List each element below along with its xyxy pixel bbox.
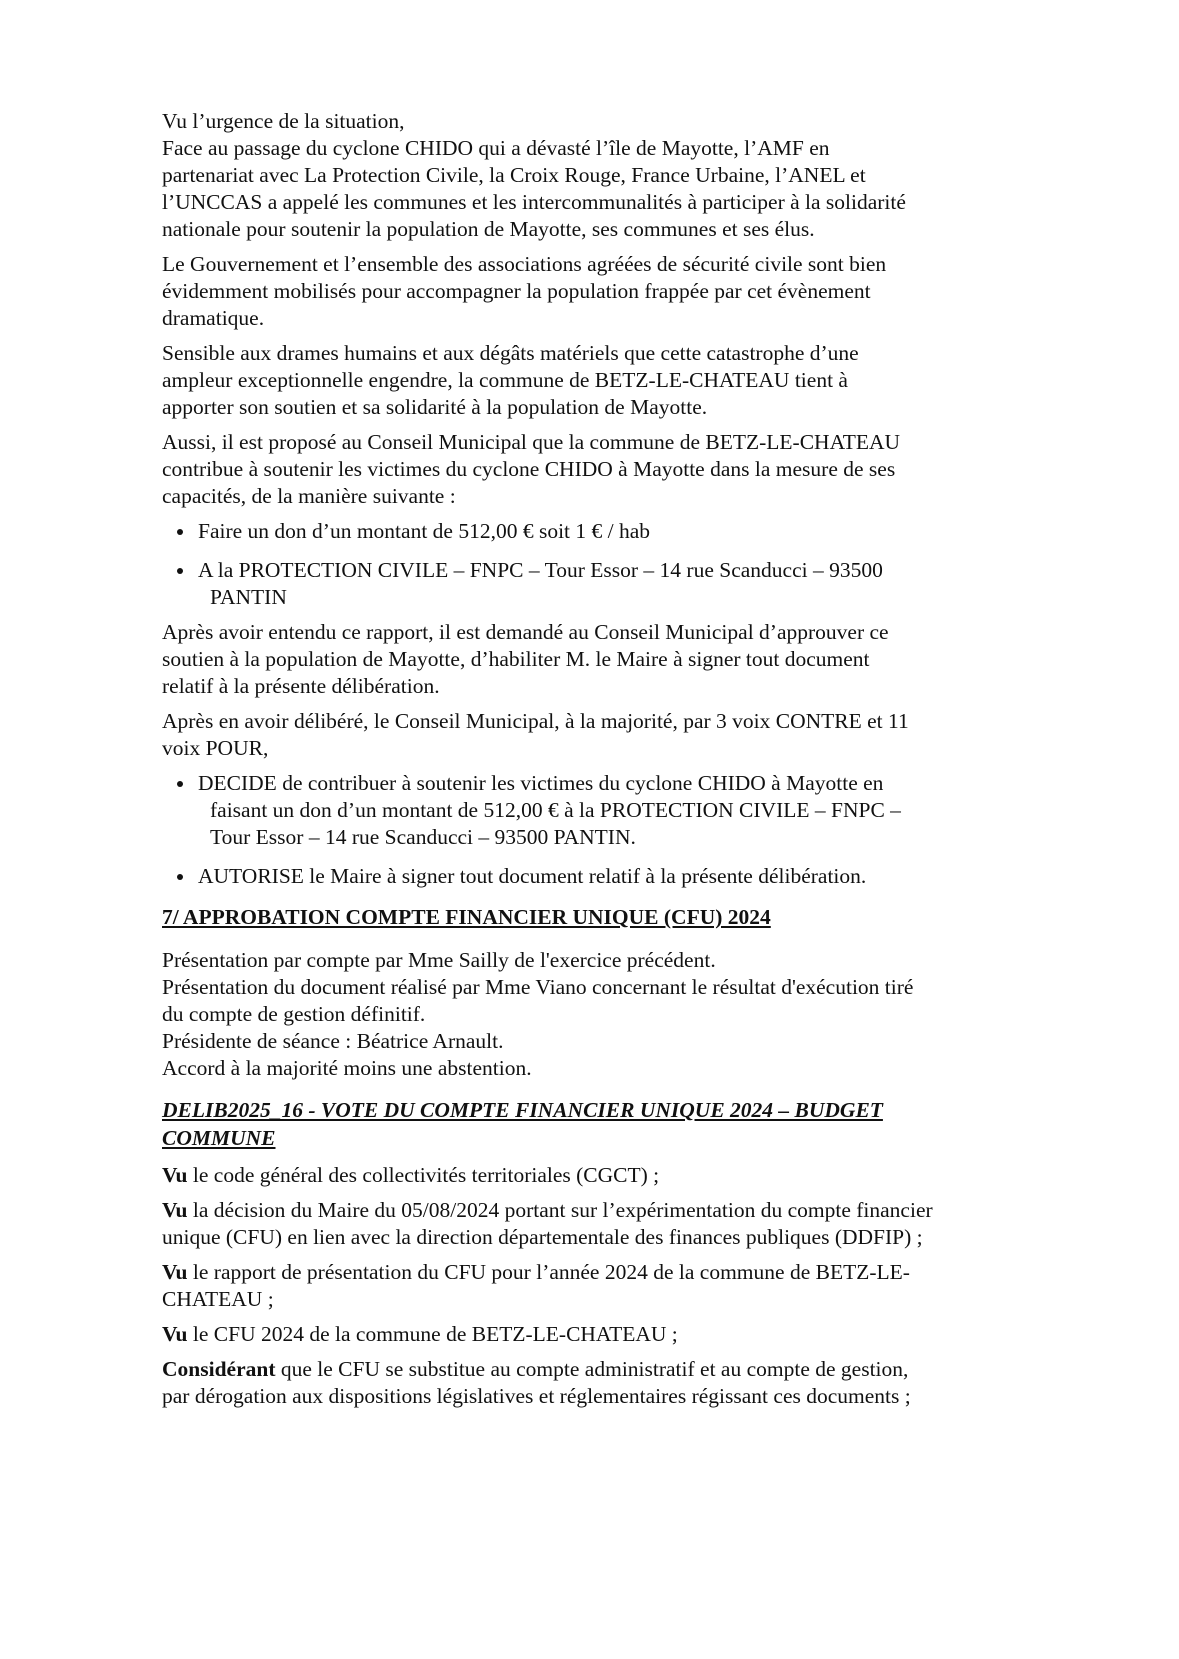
delib-heading: DELIB2025_16 - VOTE DU COMPTE FINANCIER UNIQUE 2024 – BUDGET COMMUNE [162, 1098, 883, 1150]
paragraph-presentation: Présentation par compte par Mme Sailly de l'exercice précédent. Présentation du document réalisé par Mme Viano concernant le résultat d'exécution tiré du compte de gestion définitif. Présidente de séance : Béatrice Arnault. Accord à la majorité moins une abstention. [162, 948, 914, 1080]
list-item: AUTORISE le Maire à signer tout document relatif à la présente délibération. [198, 863, 1022, 890]
list-item: Faire un don d’un montant de 512,00 € soit 1 € / hab [198, 518, 1022, 545]
vu-item: Vu le rapport de présentation du CFU pour l’année 2024 de la commune de BETZ-LE- CHATEAU ; [162, 1260, 910, 1311]
proposal-list [162, 518, 1022, 611]
vu-item: Vu le CFU 2024 de la commune de BETZ-LE-CHATEAU ; [162, 1322, 678, 1346]
paragraph-rapport: Après avoir entendu ce rapport, il est demandé au Conseil Municipal d’approuver ce soutien à la population de Mayotte, d’habiliter M. le Maire à signer tout document relatif à la présente délibération. [162, 620, 889, 698]
list-item: DECIDE de contribuer à soutenir les victimes du cyclone CHIDO à Mayotte en faisant un don d’un montant de 512,00 € à la PROTECTION CIVILE – FNPC – Tour Essor – 14 rue Scanducci – 93500 PANTIN. [198, 770, 1022, 851]
paragraph-vote: Après en avoir délibéré, le Conseil Municipal, à la majorité, par 3 voix CONTRE et 11 voix POUR, [162, 709, 909, 760]
paragraph-sensible: Sensible aux drames humains et aux dégâts matériels que cette catastrophe d’une ampleur exceptionnelle engendre, la commune de BETZ-LE-CHATEAU tient à apporter son soutien et sa solidarité à la population de Mayotte. [162, 341, 859, 419]
decision-list [162, 770, 1022, 890]
section-heading: 7/ APPROBATION COMPTE FINANCIER UNIQUE (CFU) 2024 [162, 905, 771, 929]
document-page [162, 108, 1022, 1418]
vu-item: Vu le code général des collectivités territoriales (CGCT) ; [162, 1163, 660, 1187]
list-item: A la PROTECTION CIVILE – FNPC – Tour Essor – 14 rue Scanducci – 93500 PANTIN [198, 557, 1022, 611]
vu-item: Vu la décision du Maire du 05/08/2024 portant sur l’expérimentation du compte financier unique (CFU) en lien avec la direction départementale des finances publiques (DDFIP) ; [162, 1198, 933, 1249]
considerant-item: Considérant que le CFU se substitue au compte administratif et au compte de gestion, par dérogation aux dispositions législatives et réglementaires régissant ces documents ; [162, 1357, 911, 1408]
paragraph-proposition: Aussi, il est proposé au Conseil Municipal que la commune de BETZ-LE-CHATEAU contribue à soutenir les victimes du cyclone CHIDO à Mayotte dans la mesure de ses capacités, de la manière suivante : [162, 430, 901, 508]
paragraph-intro: Vu l’urgence de la situation, Face au passage du cyclone CHIDO qui a dévasté l’île de Mayotte, l’AMF en partenariat avec La Protection Civile, la Croix Rouge, France Urbaine, l’ANEL et l’UNCCAS a appelé les communes et les intercommunalités à participer à la solidarité nationale pour soutenir la population de Mayotte, ses communes et ses élus. [162, 109, 906, 241]
paragraph-gouvernement: Le Gouvernement et l’ensemble des associations agréées de sécurité civile sont bien évidemment mobilisés pour accompagner la population frappée par cet évènement dramatique. [162, 252, 887, 330]
